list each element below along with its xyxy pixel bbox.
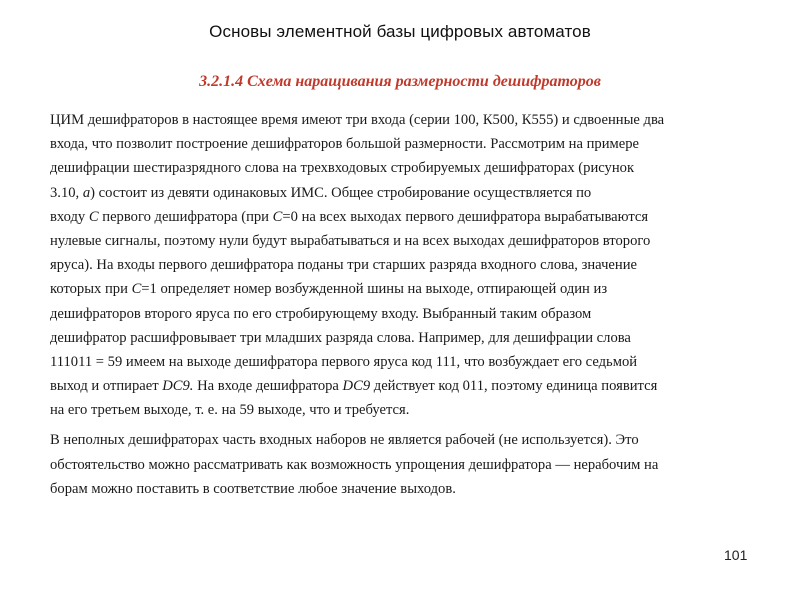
text-segment: дешифрации шестиразрядного слова на трехвходовых стробируемых дешифраторах (рисунок: [50, 160, 635, 177]
text-segment: нулевые сигналы, поэтому нули будут вырабатываться и на всех выходах дешифраторов второго: [50, 232, 651, 249]
text-line: [50, 398, 780, 422]
paragraph: [50, 428, 780, 501]
text-segment: 3.10,: [50, 184, 83, 201]
text-line: [50, 132, 780, 156]
text-segment: 111011 = 59 имеем на выходе дешифратора первого яруса код 111, что возбуждает его седьмой: [50, 353, 638, 370]
text-segment: ) состоит из девяти одинаковых ИМС. Общее стробирование осуществляется по: [90, 184, 592, 201]
italic-text-segment: С: [272, 208, 283, 225]
italic-text-segment: С: [131, 281, 142, 298]
text-segment: которых при: [50, 281, 132, 298]
text-segment: В неполных дешифраторах часть входных наборов не является рабочей (не используется). Это: [50, 432, 639, 449]
text-line: [50, 277, 780, 301]
text-segment: действует код 011, поэтому единица появится: [370, 378, 658, 395]
text-line: [50, 428, 780, 452]
text-segment: борам можно поставить в соответствие любое значение выходов.: [50, 480, 456, 497]
text-segment: выход и отпирает: [50, 378, 163, 395]
text-line: [50, 108, 780, 132]
text-line: [50, 229, 780, 253]
italic-text-segment: а: [82, 184, 91, 201]
text-segment: ЦИМ дешифраторов в настоящее время имеют три входа (серии 100, К500, К555) и сдвоенные два: [50, 112, 665, 128]
body-text: [50, 108, 780, 501]
text-segment: на его третьем выходе, т. е. на 59 выходе, что и требуется.: [50, 402, 410, 419]
italic-text-segment: DC9: [342, 378, 371, 395]
text-segment: дешифратор расшифровывает три младших разряда слова. Например, для дешифрации слова: [50, 329, 631, 346]
text-line: [50, 302, 780, 326]
text-segment: обстоятельство можно рассматривать как возможность упрощения дешифратора — нерабочим на: [50, 456, 659, 473]
text-line: [50, 326, 780, 350]
italic-text-segment: С: [88, 208, 99, 225]
paragraph: [50, 108, 780, 422]
text-segment: яруса). На входы первого дешифратора поданы три старших разряда входного слова, значение: [50, 257, 637, 274]
text-line: [50, 477, 780, 501]
text-segment: =1 определяет номер возбужденной шины на выходе, отпирающей один из: [141, 281, 608, 298]
slide-header-title: Основы элементной базы цифровых автоматов: [209, 22, 591, 41]
text-segment: На входе дешифратора: [193, 378, 343, 395]
text-line: [50, 350, 780, 374]
text-segment: входа, что позволит построение дешифраторов большой размерности. Рассмотрим на примере: [50, 136, 639, 153]
text-line: [50, 374, 780, 398]
text-line: [50, 181, 780, 205]
italic-text-segment: DC9.: [162, 378, 194, 395]
text-line: [50, 453, 780, 477]
section-title: 3.2.1.4 Схема наращивания размерности дешифраторов: [199, 73, 601, 90]
text-segment: входу: [50, 208, 89, 225]
text-segment: дешифраторов второго яруса по его стробирующему входу. Выбранный таким образом: [50, 305, 592, 322]
text-line: [50, 253, 780, 277]
text-line: [50, 156, 780, 180]
page-number: 101: [724, 547, 748, 563]
text-segment: первого дешифратора (при: [98, 208, 273, 225]
text-line: [50, 205, 780, 229]
text-segment: =0 на всех выходах первого дешифратора вырабатываются: [282, 208, 649, 225]
